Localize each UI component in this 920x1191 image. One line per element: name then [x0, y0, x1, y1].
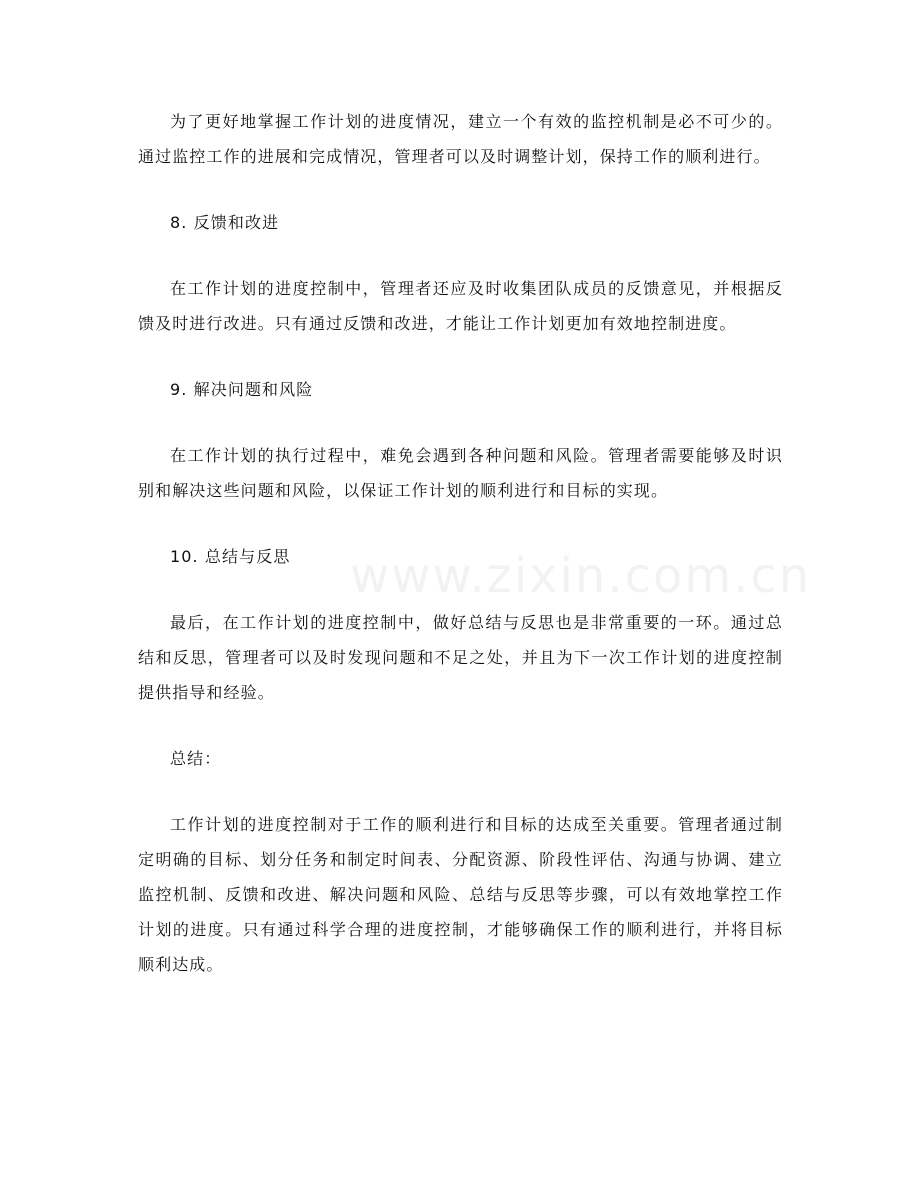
watermark: www.zixin.com.cn — [350, 548, 812, 604]
paragraph-gap — [138, 240, 783, 271]
paragraph-problems-risks: 在工作计划的执行过程中，难免会遇到各种问题和风险。管理者需要能够及时识别和解决这些问题和风险，以保证工作计划的顺利进行和目标的实现。 — [138, 446, 783, 500]
heading-feedback: 8. 反馈和改进 — [170, 213, 280, 232]
paragraph-monitoring: 为了更好地掌握工作计划的进度情况，建立一个有效的监控机制是必不可少的。通过监控工作的进展和完成情况，管理者可以及时调整计划，保持工作的顺利进行。 — [138, 112, 783, 166]
heading-summary-reflection: 10. 总结与反思 — [170, 547, 291, 566]
paragraph-gap — [138, 574, 783, 605]
summary-label: 总结： — [170, 749, 222, 768]
paragraph-gap — [138, 341, 783, 372]
paragraph-gap — [138, 710, 783, 741]
paragraph-gap — [138, 508, 783, 539]
heading-problems-risks: 9. 解决问题和风险 — [170, 380, 314, 399]
paragraph-gap — [138, 174, 783, 205]
paragraph-summary: 工作计划的进度控制对于工作的顺利进行和目标的达成至关重要。管理者通过制定明确的目标、划分任务和制定时间表、分配资源、阶段性评估、沟通与协调、建立监控机制、反馈和改进、解决问题和风险、总结与反思等步骤，可以有效地掌控工作计划的进度。只有通过科学合理的进度控制，才能够确保工作的顺利进行，并将目标顺利达成。 — [138, 815, 783, 974]
document-body — [138, 104, 783, 982]
paragraph-feedback: 在工作计划的进度控制中，管理者还应及时收集团队成员的反馈意见，并根据反馈及时进行改进。只有通过反馈和改进，才能让工作计划更加有效地控制进度。 — [138, 279, 783, 333]
paragraph-gap — [138, 776, 783, 807]
paragraph-summary-reflection: 最后，在工作计划的进度控制中，做好总结与反思也是非常重要的一环。通过总结和反思，管理者可以及时发现问题和不足之处，并且为下一次工作计划的进度控制提供指导和经验。 — [138, 613, 783, 702]
paragraph-gap — [138, 407, 783, 438]
